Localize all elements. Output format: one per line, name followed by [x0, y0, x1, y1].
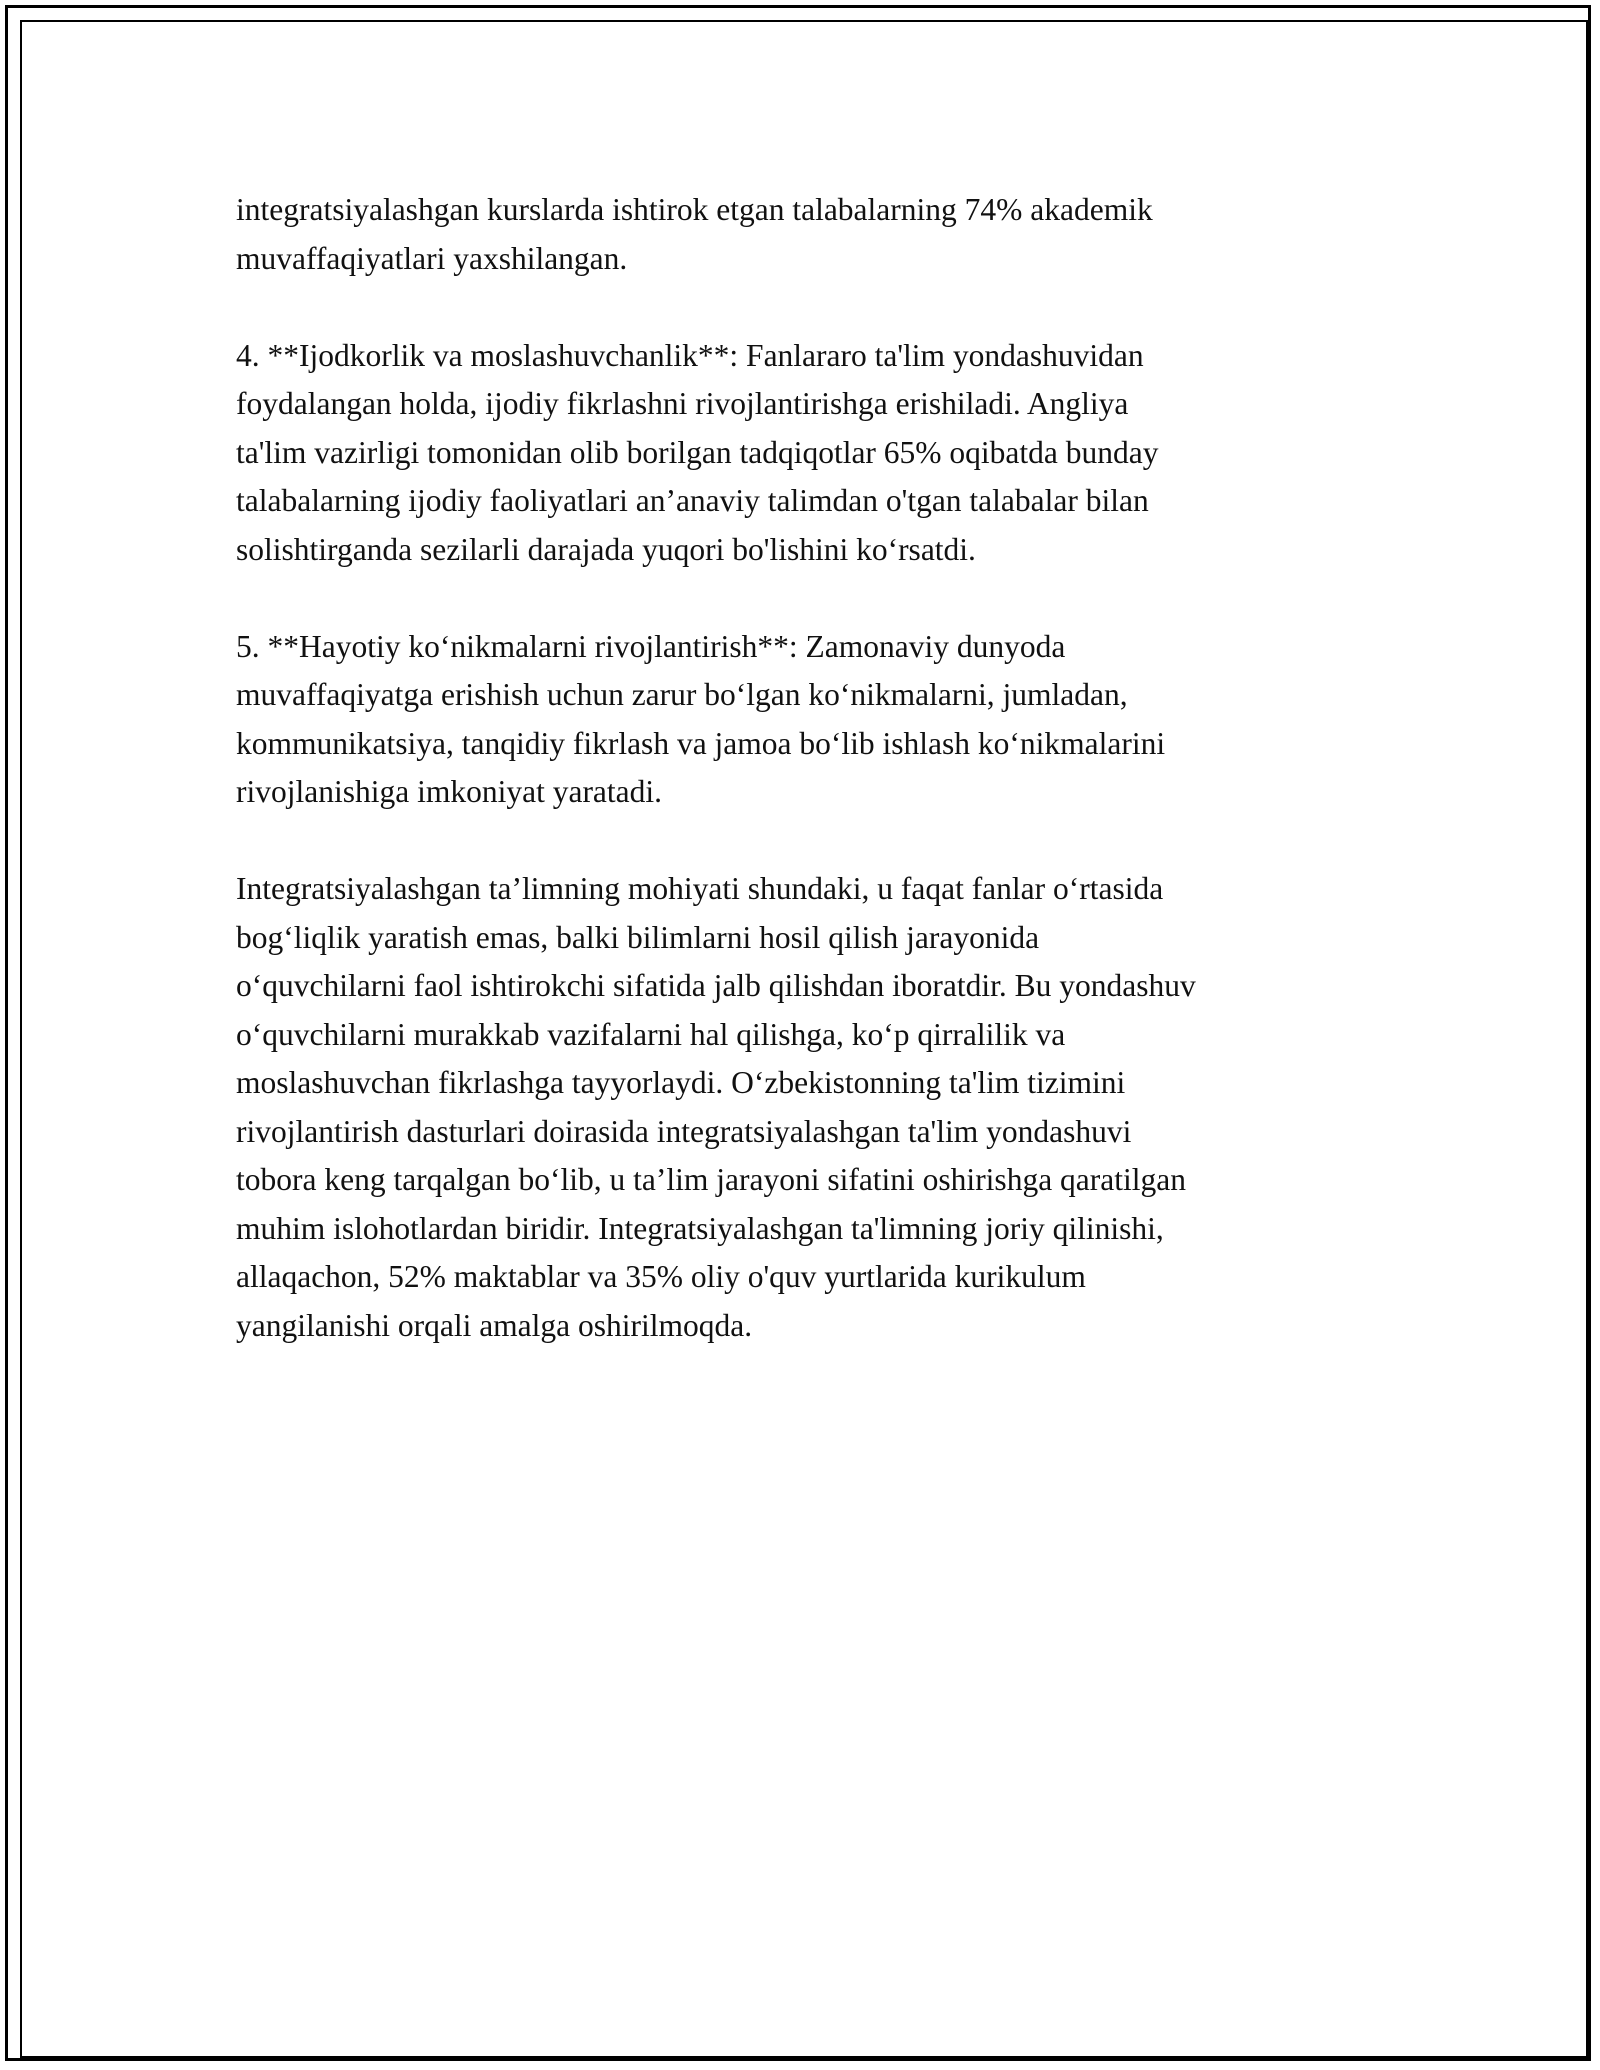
- text-line: kommunikatsiya, tanqidiy fikrlash va jamoa bo‘lib ishlash ko‘nikmalarini: [236, 725, 1166, 761]
- paragraph-conclusion: [236, 865, 1386, 1350]
- text-line: yangilanishi orqali amalga oshirilmoqda.: [236, 1307, 753, 1343]
- document-body: [236, 186, 1386, 1399]
- text-line: rivojlantirish dasturlari doirasida integratsiyalashgan ta'lim yondashuvi: [236, 1113, 1132, 1149]
- text-line: Integratsiyalashgan ta’limning mohiyati shundaki, u faqat fanlar o‘rtasida: [236, 871, 1164, 906]
- text-line: o‘quvchilarni murakkab vazifalarni hal qilishga, ko‘p qirralilik va: [236, 1016, 1066, 1052]
- text-line: moslashuvchan fikrlashga tayyorlaydi. O‘zbekistonning ta'lim tizimini: [236, 1065, 1126, 1100]
- text-line: muvaffaqiyatga erishish uchun zarur bo‘lgan ko‘nikmalarni, jumladan,: [236, 677, 1128, 712]
- text-line: ta'lim vazirligi tomonidan olib borilgan tadqiqotlar 65% oqibatda bunday: [236, 434, 1159, 470]
- text-line: rivojlanishiga imkoniyat yaratadi.: [236, 774, 663, 809]
- text-line: muvaffaqiyatlari yaxshilangan.: [236, 240, 628, 276]
- text-line: 5. **Hayotiy ko‘nikmalarni rivojlantirish**: Zamonaviy dunyoda: [236, 628, 1066, 664]
- paragraph-item-5-life-skills: [236, 623, 1386, 817]
- text-line: integratsiyalashgan kurslarda ishtirok etgan talabalarning 74% akademik: [236, 192, 1153, 227]
- text-line: foydalangan holda, ijodiy fikrlashni rivojlantirishga erishiladi. Angliya: [236, 386, 1129, 421]
- text-line: muhim islohotlardan biridir. Integratsiyalashgan ta'limning joriy qilinishi,: [236, 1210, 1164, 1246]
- text-line: bog‘liqlik yaratish emas, balki bilimlarni hosil qilish jarayonida: [236, 919, 1040, 955]
- text-line: tobora keng tarqalgan bo‘lib, u ta’lim jarayoni sifatini oshirishga qaratilgan: [236, 1162, 1186, 1197]
- text-line: allaqachon, 52% maktablar va 35% oliy o'quv yurtlarida kurikulum: [236, 1259, 1086, 1294]
- text-line: o‘quvchilarni faol ishtirokchi sifatida jalb qilishdan iboratdir. Bu yondashuv: [236, 968, 1196, 1003]
- paragraph-continuation: [236, 186, 1386, 283]
- text-line: talabalarning ijodiy faoliyatlari an’anaviy talimdan o'tgan talabalar bilan: [236, 483, 1149, 518]
- text-line: solishtirganda sezilarli darajada yuqori bo'lishini ko‘rsatdi.: [236, 531, 976, 567]
- paragraph-item-4-creativity: [236, 332, 1386, 575]
- text-line: 4. **Ijodkorlik va moslashuvchanlik**: Fanlararo ta'lim yondashuvidan: [236, 337, 1144, 373]
